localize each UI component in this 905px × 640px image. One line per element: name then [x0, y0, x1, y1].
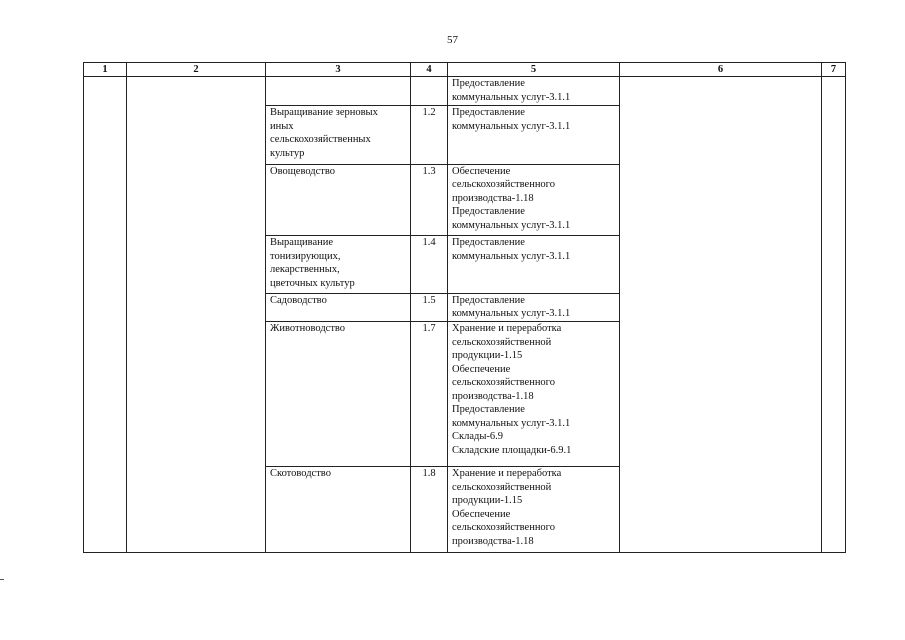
- related-use-line: Предоставление: [452, 237, 525, 249]
- related-uses-cell: [448, 293, 620, 321]
- use-name-line: иных: [270, 120, 294, 132]
- related-use-line: Обеспечение: [452, 165, 511, 177]
- use-name-cell: [266, 322, 411, 467]
- related-use-line: сельскохозяйственного: [452, 522, 555, 534]
- col-header-1: 1: [84, 63, 127, 77]
- related-use-line: коммунальных услуг-3.1.1: [452, 417, 571, 429]
- related-uses-cell: [448, 164, 620, 236]
- related-use-line: коммунальных услуг-3.1.1: [452, 219, 571, 231]
- related-use-line: коммунальных услуг-3.1.1: [452, 120, 571, 132]
- related-use-line: Предоставление: [452, 404, 525, 416]
- related-uses-cell: [448, 106, 620, 164]
- col-header-7: 7: [822, 63, 846, 77]
- related-use-line: продукции-1.15: [452, 350, 523, 362]
- use-name-line: цветочных культур: [270, 277, 355, 289]
- page-number: 57: [447, 34, 458, 46]
- use-name-cell: [266, 236, 411, 293]
- col-header-3: 3: [266, 63, 411, 77]
- related-uses-cell: [448, 467, 620, 553]
- use-code-cell: 1.4: [411, 236, 448, 293]
- use-name-line: Овощеводство: [270, 165, 336, 177]
- related-use-line: производства-1.18: [452, 390, 534, 402]
- use-code-cell: 1.7: [411, 322, 448, 467]
- table-row: [84, 77, 846, 106]
- related-use-line: производства-1.18: [452, 535, 534, 547]
- land-use-table: [83, 62, 846, 553]
- related-use-line: Предоставление: [452, 78, 525, 89]
- col6-cell: [620, 77, 822, 553]
- related-use-line: Складские площадки-6.9.1: [452, 444, 572, 456]
- col-header-2: 2: [127, 63, 266, 77]
- related-uses-cell: [448, 236, 620, 293]
- related-use-line: Обеспечение: [452, 363, 511, 375]
- use-name-cell: [266, 293, 411, 321]
- related-use-line: Хранение и переработка: [452, 468, 562, 480]
- related-use-line: производства-1.18: [452, 192, 534, 204]
- use-name-line: сельскохозяйственных: [270, 134, 371, 146]
- use-name-line: культур: [270, 147, 305, 159]
- use-name-line: лекарственных,: [270, 264, 340, 276]
- related-use-line: сельскохозяйственного: [452, 377, 555, 389]
- related-use-line: коммунальных услуг-3.1.1: [452, 250, 571, 262]
- col1-cell: [84, 77, 127, 553]
- use-code-cell: 1.3: [411, 164, 448, 236]
- related-use-line: сельскохозяйственной: [452, 481, 552, 493]
- use-name-cell: [266, 77, 411, 106]
- related-use-line: Предоставление: [452, 206, 525, 218]
- col-header-6: 6: [620, 63, 822, 77]
- use-name-line: тонизирующих,: [270, 250, 341, 262]
- related-use-line: Склады-6.9: [452, 431, 504, 443]
- use-name-cell: [266, 106, 411, 164]
- margin-mark: [0, 579, 4, 580]
- col7-cell: [822, 77, 846, 553]
- col-header-4: 4: [411, 63, 448, 77]
- use-code-cell: 1.8: [411, 467, 448, 553]
- use-name-line: Скотоводство: [270, 468, 331, 480]
- use-code-cell: [411, 77, 448, 106]
- col-header-5: 5: [448, 63, 620, 77]
- use-name-cell: [266, 164, 411, 236]
- use-name-cell: [266, 467, 411, 553]
- use-name-line: Животноводство: [270, 323, 346, 335]
- related-use-line: сельскохозяйственного: [452, 179, 555, 191]
- col2-cell: [127, 77, 266, 553]
- related-use-line: продукции-1.15: [452, 495, 523, 507]
- related-use-line: Предоставление: [452, 107, 525, 119]
- use-code-cell: 1.5: [411, 293, 448, 321]
- related-uses-cell: [448, 77, 620, 106]
- related-use-line: Хранение и переработка: [452, 323, 562, 335]
- related-use-line: Обеспечение: [452, 508, 511, 520]
- use-name-line: Садоводство: [270, 294, 327, 306]
- use-name-line: Выращивание: [270, 237, 334, 249]
- header-row: [84, 63, 846, 77]
- related-use-line: сельскохозяйственной: [452, 336, 552, 348]
- related-use-line: коммунальных услуг-3.1.1: [452, 308, 571, 320]
- use-code-cell: 1.2: [411, 106, 448, 164]
- related-use-line: Предоставление: [452, 294, 525, 306]
- related-use-line: коммунальных услуг-3.1.1: [452, 91, 571, 103]
- use-name-line: Выращивание зерновых: [270, 107, 378, 119]
- related-uses-cell: [448, 322, 620, 467]
